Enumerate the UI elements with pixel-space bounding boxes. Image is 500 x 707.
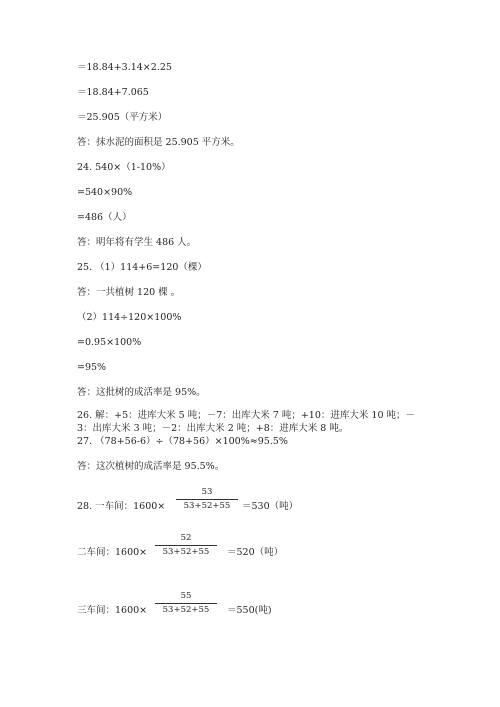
fraction-bar: [155, 603, 217, 604]
equation-result: ＝520（吨）: [227, 547, 284, 558]
fraction-denominator: 53+52+55: [162, 605, 210, 615]
text-line: =486（人）: [77, 212, 132, 223]
text-line: ＝25.905（平方米）: [77, 112, 168, 123]
fraction-numerator: 55: [180, 591, 192, 601]
answer-line: 答：这次植树的成活率是 95.5%。: [77, 461, 225, 472]
answer-line: 答：一共植树 120 棵 。: [77, 287, 181, 298]
fraction: [153, 591, 219, 616]
text-line: （2）114÷120×100%: [77, 312, 182, 323]
text-line: ＝18.84+7.065: [77, 87, 149, 98]
text-line: 3：出库大米 3 吨；－2：出库大米 2 吨；+8：进库大米 8 吨。: [77, 423, 349, 434]
text-line: =0.95×100%: [77, 337, 142, 348]
equation-result: ＝550(吨): [227, 605, 272, 616]
fraction-bar: [176, 499, 238, 500]
fraction-bar: [155, 545, 217, 546]
equation-prefix: 二车间：1600×: [77, 547, 148, 558]
fraction-numerator: 52: [180, 533, 192, 543]
fraction-denominator: 53+52+55: [162, 547, 210, 557]
fraction-numerator: 53: [201, 487, 213, 497]
fraction: [153, 533, 219, 558]
text-line: ＝18.84+3.14×2.25: [77, 62, 172, 73]
question-heading: 24. 540×（1-10%）: [77, 162, 171, 173]
equation-prefix: 28. 一车间：1600×: [77, 501, 166, 512]
fraction-denominator: 53+52+55: [183, 501, 231, 511]
text-line: =540×90%: [77, 187, 133, 198]
question-heading: 27. （78+56-6）÷（78+56）×100%≈95.5%: [77, 436, 288, 447]
text-line: =95%: [77, 362, 107, 373]
answer-line: 答：抹水泥的面积是 25.905 平方米。: [77, 137, 240, 148]
answer-line: 答：明年将有学生 486 人。: [77, 237, 197, 248]
equation-result: ＝530（吨）: [242, 501, 299, 512]
fraction: [174, 487, 240, 512]
question-heading: 26. 解：+5：进库大米 5 吨；－7：出库大米 7 吨；+10：进库大米 10 吨；－: [77, 410, 416, 421]
answer-line: 答：这批树的成活率是 95%。: [77, 387, 206, 398]
equation-prefix: 三车间：1600×: [77, 605, 148, 616]
question-heading: 25. （1）114+6=120（棵）: [77, 262, 207, 273]
